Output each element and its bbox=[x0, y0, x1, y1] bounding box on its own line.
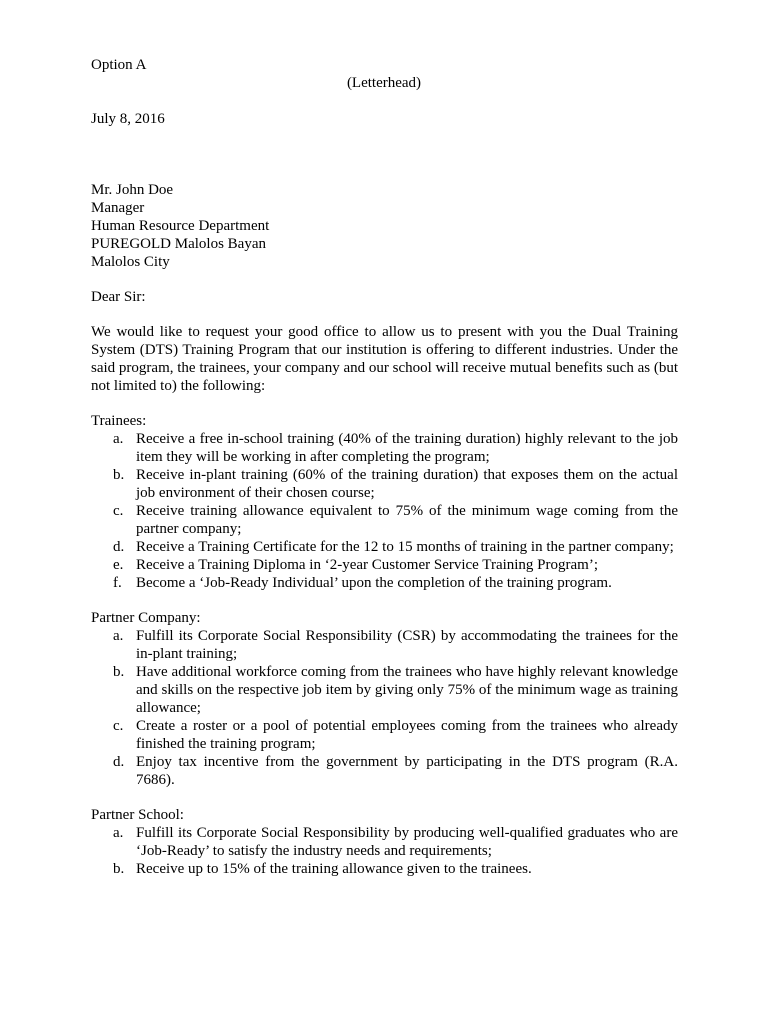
list-item bbox=[91, 824, 678, 860]
benefit-list bbox=[91, 824, 678, 878]
list-marker: d. bbox=[113, 539, 125, 555]
list-item-text: Receive a free in-school training (40% of the training duration) highly relevant to the job item they will be working in after completing the program; bbox=[136, 431, 678, 465]
letterhead: (Letterhead) bbox=[346, 75, 422, 91]
benefit-list bbox=[91, 627, 678, 789]
list-item bbox=[91, 717, 678, 753]
list-item bbox=[91, 466, 678, 502]
list-marker: b. bbox=[113, 861, 125, 877]
list-marker: e. bbox=[113, 557, 124, 573]
list-item-text: Create a roster or a pool of potential employees coming from the trainees who already finished the training program; bbox=[136, 718, 678, 752]
recipient-city: Malolos City bbox=[91, 254, 170, 270]
section-heading: Trainees: bbox=[91, 413, 147, 429]
section-heading: Partner School: bbox=[91, 807, 184, 823]
list-item bbox=[91, 753, 678, 789]
list-item bbox=[91, 502, 678, 538]
list-marker: b. bbox=[113, 664, 125, 680]
section-partner-company bbox=[91, 609, 678, 789]
recipient-title: Manager bbox=[91, 200, 145, 216]
benefit-list bbox=[91, 430, 678, 592]
list-marker: a. bbox=[113, 628, 124, 644]
list-item bbox=[91, 430, 678, 466]
list-item bbox=[91, 663, 678, 717]
list-marker: c. bbox=[113, 718, 124, 734]
list-item-text: Enjoy tax incentive from the government by participating in the DTS program (R.A. 7686). bbox=[136, 754, 678, 788]
recipient-address bbox=[91, 181, 269, 271]
list-item bbox=[91, 860, 678, 878]
list-item bbox=[91, 574, 678, 592]
section-partner-school bbox=[91, 806, 678, 878]
list-item-text: Have additional workforce coming from the trainees who have highly relevant knowledge and skills on the respective job item by giving only 75% of the minimum wage as training allowance; bbox=[136, 664, 678, 716]
list-item-text: Receive training allowance equivalent to 75% of the minimum wage coming from the partner company; bbox=[136, 503, 678, 537]
option-label: Option A bbox=[91, 57, 147, 73]
list-item-text: Fulfill its Corporate Social Responsibility (CSR) by accommodating the trainees for the in-plant training; bbox=[136, 628, 678, 662]
list-marker: d. bbox=[113, 754, 125, 770]
list-marker: a. bbox=[113, 825, 124, 841]
section-heading: Partner Company: bbox=[91, 610, 201, 626]
section-trainees bbox=[91, 412, 678, 592]
intro-paragraph: We would like to request your good office to allow us to present with you the Dual Training System (DTS) Training Program that our institution is offering to different industries. Under the said program, the trainees, your company and our school will receive mutual benefits such as (but not limited to) the following: bbox=[91, 324, 678, 394]
list-marker: a. bbox=[113, 431, 124, 447]
list-item-text: Receive a Training Diploma in ‘2-year Customer Service Training Program’; bbox=[136, 557, 599, 573]
list-marker: f. bbox=[113, 575, 122, 591]
list-marker: b. bbox=[113, 467, 125, 483]
list-item-text: Receive in-plant training (60% of the training duration) that exposes them on the actual job environment of their chosen course; bbox=[136, 467, 678, 501]
list-item-text: Receive up to 15% of the training allowance given to the trainees. bbox=[136, 861, 532, 877]
list-item-text: Fulfill its Corporate Social Responsibility by producing well-qualified graduates who are ‘Job-Ready’ to satisfy the industry needs and requirements; bbox=[136, 825, 678, 859]
list-marker: c. bbox=[113, 503, 124, 519]
list-item bbox=[91, 556, 678, 574]
list-item-text: Become a ‘Job-Ready Individual’ upon the completion of the training program. bbox=[136, 575, 612, 591]
list-item bbox=[91, 538, 678, 556]
recipient-name: Mr. John Doe bbox=[91, 182, 174, 198]
letter-date: July 8, 2016 bbox=[91, 111, 165, 127]
list-item-text: Receive a Training Certificate for the 12 to 15 months of training in the partner company; bbox=[136, 539, 674, 555]
recipient-department: Human Resource Department bbox=[91, 218, 270, 234]
salutation: Dear Sir: bbox=[91, 289, 146, 305]
list-item bbox=[91, 627, 678, 663]
recipient-company: PUREGOLD Malolos Bayan bbox=[91, 236, 266, 252]
